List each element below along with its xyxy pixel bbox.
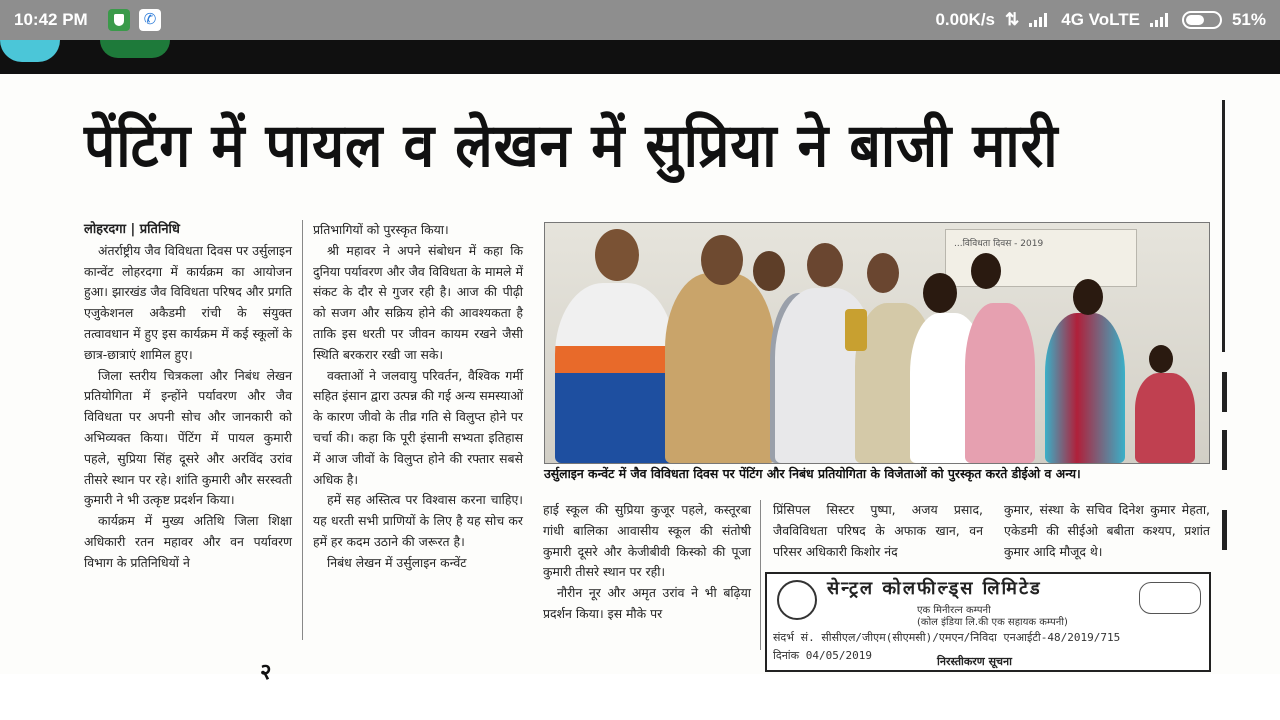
adjacent-column-edge	[1222, 510, 1227, 550]
person-head	[753, 251, 785, 291]
network-type: 4G VoLTE	[1061, 10, 1140, 29]
article-column-1	[84, 220, 292, 574]
paragraph: प्रतिभागियों को पुरस्कृत किया।	[313, 222, 449, 237]
person-figure	[1045, 313, 1125, 463]
person-head	[595, 229, 639, 281]
status-time: 10:42 PM	[14, 10, 88, 29]
headline: पेंटिंग में पायल व लेखन में सुप्रिया ने बाजी मारी	[84, 111, 1059, 181]
person-head	[807, 243, 843, 287]
paragraph: हमें सह अस्तित्व पर विश्वास करना चाहिए। यह धरती सभी प्राणियों के लिए है यह सोच कर हमें हर कदम उठाने की जरूरत है।	[313, 492, 523, 549]
company-logo-icon	[777, 580, 817, 620]
column-divider	[760, 500, 761, 650]
person-head	[971, 253, 1001, 289]
signal-icon-2	[1150, 13, 1172, 27]
person-figure	[965, 303, 1035, 463]
decorative-shape	[100, 40, 170, 58]
paragraph: नौरीन नूर और अमृत उरांव ने भी बढ़िया प्रदर्शन किया। इस मौके पर	[543, 585, 751, 621]
paragraph: निबंध लेखन में उर्सुलाइन कन्वेंट	[327, 554, 467, 570]
article-column-3	[543, 500, 751, 625]
status-bar	[0, 0, 1280, 40]
person-head	[1149, 345, 1173, 373]
paragraph: अंतर्राष्ट्रीय जैव विविधता दिवस पर उर्सुलाइन कान्वेंट लोहरदगा में कार्यक्रम का आयोजन हुआ। झारखंड जैव विविधता परिषद और प्रगति एजुकेशनल अकैडमी रांची के संयुक्त तत्वावधान में हुए इस कार्यक्रम में कई स्कूलों के छात्र-छात्राएं शामिल हुए।	[84, 242, 292, 362]
column-divider	[302, 220, 303, 640]
ad-title: निरस्तीकरण सूचना	[937, 655, 1012, 668]
paragraph: प्रिंसिपल सिस्टर पुष्पा, अजय प्रसाद, जैवविविधता परिषद के अफाक खान, वन परिसर अधिकारी किशोर नंद	[773, 502, 983, 559]
viewer-top-band	[0, 40, 1280, 74]
person-head	[701, 235, 743, 285]
phone-icon: ✆	[139, 9, 161, 31]
paragraph: कार्यक्रम में मुख्य अतिथि जिला शिक्षा अधिकारी रतन महावर और वन पर्यावरण विभाग के प्रतिनिधियों ने	[84, 513, 292, 570]
ad-logo-icon	[1139, 582, 1201, 614]
paragraph: हाई स्कूल की सुप्रिया कुजूर पहले, कस्तूरबा गांधी बालिका आवासीय स्कूल की संतोषी कुमारी दूसरे और केजीबीवी किस्को की पूजा कुमारी तीसरे स्थान पर रही।	[543, 502, 751, 580]
paragraph: जिला स्तरीय चित्रकला और निबंध लेखन प्रतियोगिता में इन्होंने पर्यावरण और जैव विविधता पर अपनी सोच और जानकारी को अभिव्यक्त किया। पेंटिंग में पायल कुमारी पहले, सुप्रिया सिंह दूसरे और अरविंद उरांव तीसरे स्थान पर रहे। शांति कुमारी और सरस्वती कुमारी ने भी उत्कृष्ट प्रदर्शन किया।	[84, 367, 292, 508]
ad-company-name: सेन्ट्रल कोलफील्ड्स लिमिटेड	[827, 578, 1042, 599]
battery-icon	[1182, 11, 1222, 29]
banner-text: ...विविधता दिवस - 2019	[954, 239, 1044, 249]
byline: लोहरदगा | प्रतिनिधि	[84, 222, 180, 237]
adjacent-column-edge	[1222, 372, 1227, 412]
trailing-glyph: २	[260, 660, 272, 685]
ad-reference: संदर्भ सं. सीसीएल/जीएम(सीएमसी)/एमएन/निविदा एनआईटी-48/2019/715	[773, 631, 1121, 644]
ad-subtitle: एक मिनीरत्न कम्पनी	[917, 605, 991, 616]
data-arrows-icon: ⇅	[1005, 10, 1020, 29]
ad-subtitle: (कोल इंडिया लि.की एक सहायक कम्पनी)	[917, 617, 1068, 628]
person-head	[1073, 279, 1103, 315]
network-speed: 0.00K/s	[935, 10, 995, 29]
battery-level: 51%	[1231, 10, 1266, 29]
article-column-5	[1004, 500, 1210, 562]
status-right	[935, 10, 1266, 30]
person-figure	[555, 283, 675, 463]
paragraph: कुमार, संस्था के सचिव दिनेश कुमार मेहता, एकेडमी की सीईओ बबीता कश्यप, प्रशांत कुमार आदि मौजूद थे।	[1004, 502, 1210, 559]
photo-caption: उर्सुलाइन कन्वेंट में जैव विविधता दिवस पर पेंटिंग और निबंध प्रतियोगिता के विजेताओं को पुरस्कृत करते डीईओ व अन्य।	[544, 466, 1081, 481]
adjacent-column-edge	[1222, 430, 1227, 470]
person-figure	[665, 273, 775, 463]
person-figure	[1135, 373, 1195, 463]
shield-icon	[108, 9, 130, 31]
news-photo	[544, 222, 1210, 464]
person-head	[923, 273, 957, 313]
trophy-icon	[845, 309, 867, 351]
paragraph: श्री महावर ने अपने संबोधन में कहा कि दुनिया पर्यावरण और जैव विविधता के मामले में संकट के दौर से गुजर रही है। आज की पीढ़ी को सजग और सक्रिय होने की आवश्यकता है ताकि इस धरती पर जीवन कायम रखने जैसी स्थिति बरकरार रखी जा सके।	[313, 242, 523, 362]
article-column-4	[773, 500, 983, 562]
ad-date: दिनांक 04/05/2019	[773, 649, 872, 662]
signal-icon	[1029, 13, 1051, 27]
article-column-2	[313, 220, 523, 574]
paragraph: वक्ताओं ने जलवायु परिवर्तन, वैश्विक गर्मी सहित इंसान द्वारा उत्पन्न की गई अन्य समस्याओं के कारण जीवो के तीव्र गति से विलुप्त होने पर चर्चा की। कहा कि पूरी इंसानी सभ्यता इतिहास में आज जीवों के विलुप्त होने की रफ्तार सबसे अधिक है।	[313, 367, 523, 487]
adjacent-column-edge	[1222, 100, 1231, 352]
tender-notice-ad	[765, 572, 1211, 672]
person-head	[867, 253, 899, 293]
